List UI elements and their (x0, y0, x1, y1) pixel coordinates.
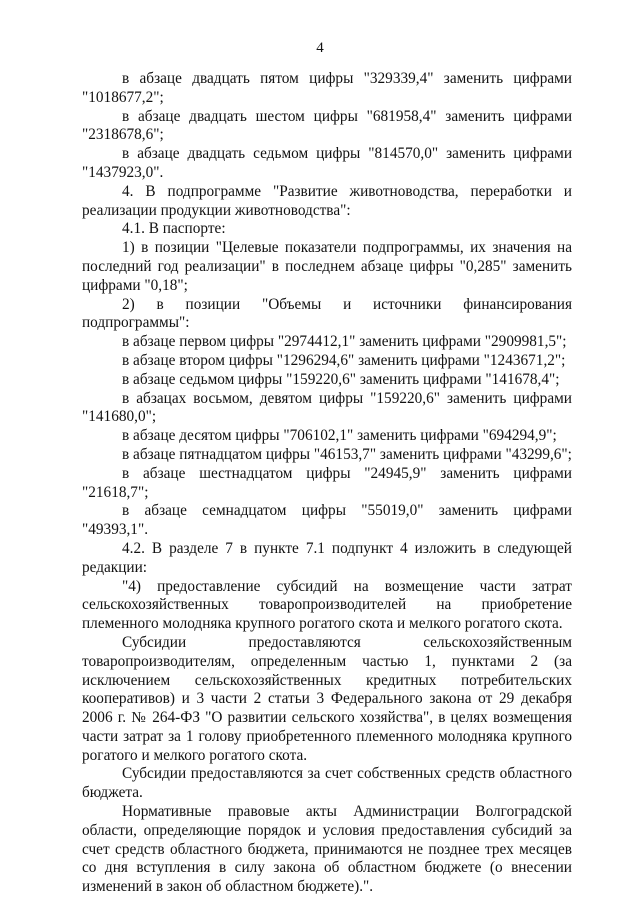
paragraph: в абзаце двадцать пятом цифры "329339,4" заменить цифрами "1018677,2"; (82, 70, 572, 106)
paragraph: Субсидии предоставляются сельскохозяйственным товаропроизводителям, определенным частью 1, пунктами 2 (за исключением сельскохозяйственных кредитных потребительских кооперативов) и 3 части 2 статьи 3 Федерального закона от 29 декабря 2006 г. № 264-ФЗ "О развитии сельского хозяйства", в целях возмещения части затрат за 1 голову приобретенного племенного молодняка крупного рогатого и мелкого рогатого скота. (82, 633, 572, 764)
paragraph: 4. В подпрограмме "Развитие животноводства, переработки и реализации продукции животноводства": (82, 182, 572, 219)
paragraph: "4) предоставление субсидий на возмещение части затрат сельскохозяйственных товаропроизводителей на приобретение племенного молодняка крупного рогатого скота и мелкого рогатого скота. (82, 577, 572, 633)
paragraph: в абзаце пятнадцатом цифры "46153,7" заменить цифрами "43299,6"; (122, 445, 572, 463)
paragraph: в абзацах восьмом, девятом цифры "159220,6" заменить цифрами "141680,0"; (82, 389, 572, 426)
paragraph: в абзаце первом цифры "2974412,1" заменить цифрами "2909981,5"; (122, 333, 567, 351)
document-body (82, 70, 572, 897)
page-number: 4 (316, 40, 324, 56)
paragraph: в абзаце двадцать седьмом цифры "814570,0" заменить цифрами "1437923,0". (82, 145, 572, 181)
paragraph: 4.2. В разделе 7 в пункте 7.1 подпункт 4 изложить в следующей редакции: (82, 539, 572, 576)
paragraph: в абзаце двадцать шестом цифры "681958,4" заменить цифрами "2318678,6"; (82, 107, 572, 144)
paragraph: 1) в позиции "Целевые показатели подпрограммы, их значения на последний год реализации" в последнем абзаце цифры "0,285" заменить цифрами "0,18"; (82, 239, 572, 294)
paragraph: 4.1. В паспорте: (122, 220, 226, 238)
paragraph: Нормативные правовые акты Администрации Волгоградской области, определяющие порядок и условия предоставления субсидий за счет средств областного бюджета, принимаются не позднее трех месяцев со дня вступления в силу закона об областном бюджете (о внесении изменений в закон об областном бюджете).". (82, 803, 572, 896)
paragraph: в абзаце втором цифры "1296294,6" заменить цифрами "1243671,2"; (122, 351, 566, 369)
paragraph: Субсидии предоставляются за счет собственных средств областного бюджета. (82, 765, 572, 802)
paragraph: 2) в позиции "Объемы и источники финансирования подпрограммы": (82, 295, 572, 332)
paragraph: в абзаце десятом цифры "706102,1" заменить цифрами "694294,9"; (122, 427, 557, 445)
paragraph: в абзаце семнадцатом цифры "55019,0" заменить цифрами "49393,1". (82, 502, 572, 539)
paragraph: в абзаце шестнадцатом цифры "24945,9" заменить цифрами "21618,7"; (82, 464, 572, 501)
paragraph: в абзаце седьмом цифры "159220,6" заменить цифрами "141678,4"; (122, 370, 560, 388)
